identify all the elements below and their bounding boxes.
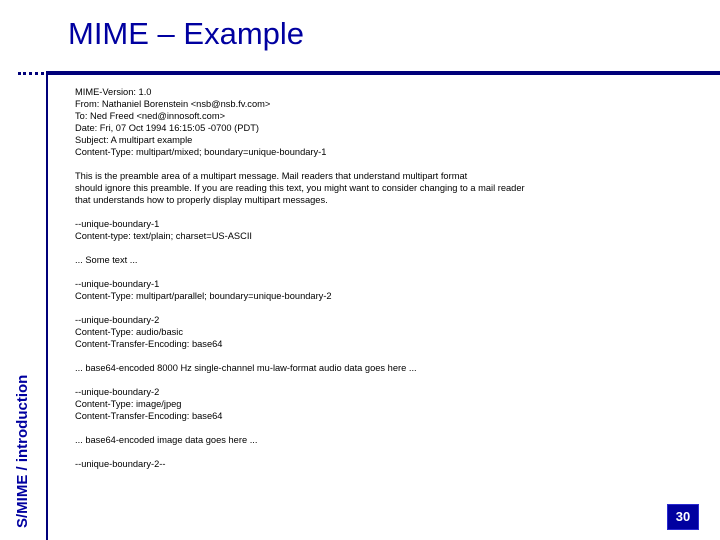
message-line: ... base64-encoded image data goes here ...	[75, 435, 258, 445]
message-line: Content-type: text/plain; charset=US-ASCII	[75, 231, 252, 241]
message-line: From: Nathaniel Borenstein <nsb@nsb.fv.com>	[75, 99, 271, 109]
message-line: that understands how to properly display multipart messages.	[75, 195, 328, 205]
message-paragraph	[75, 458, 675, 470]
message-paragraph	[75, 362, 675, 374]
message-line: --unique-boundary-2	[75, 387, 160, 397]
message-line: Subject: A multipart example	[75, 135, 193, 145]
title-underline	[46, 71, 720, 75]
message-line: MIME-Version: 1.0	[75, 87, 152, 97]
page-number: 30	[675, 509, 691, 524]
message-line: Content-Type: multipart/mixed; boundary=unique-boundary-1	[75, 147, 327, 157]
message-line: ... base64-encoded 8000 Hz single-channel mu-law-format audio data goes here ...	[75, 363, 417, 373]
message-line: --unique-boundary-1	[75, 279, 160, 289]
message-paragraph	[75, 218, 675, 242]
message-line: This is the preamble area of a multipart message. Mail readers that understand multipart format	[75, 171, 468, 181]
message-line: Date: Fri, 07 Oct 1994 16:15:05 -0700 (PDT)	[75, 123, 259, 133]
message-paragraph	[75, 86, 675, 158]
dotted-accent	[18, 72, 44, 75]
message-line: Content-Type: multipart/parallel; boundary=unique-boundary-2	[75, 291, 332, 301]
slide-title: MIME – Example	[68, 16, 305, 51]
message-line: ... Some text ...	[75, 255, 138, 265]
message-line: Content-Type: audio/basic	[75, 327, 184, 337]
message-paragraph	[75, 170, 675, 206]
message-line: Content-Transfer-Encoding: base64	[75, 339, 223, 349]
message-line: --unique-boundary-2--	[75, 459, 166, 469]
side-label: S/MIME / introduction	[14, 374, 31, 528]
message-line: --unique-boundary-2	[75, 315, 160, 325]
left-divider	[46, 75, 48, 540]
message-line: To: Ned Freed <ned@innosoft.com>	[75, 111, 226, 121]
message-line: Content-Transfer-Encoding: base64	[75, 411, 223, 421]
mime-message-body	[75, 86, 675, 482]
message-line: Content-Type: image/jpeg	[75, 399, 182, 409]
message-paragraph	[75, 254, 675, 266]
message-paragraph	[75, 278, 675, 302]
message-paragraph	[75, 386, 675, 422]
message-line: should ignore this preamble. If you are reading this text, you might want to consider changing to a mail reader	[75, 183, 525, 193]
message-line: --unique-boundary-1	[75, 219, 160, 229]
page-number-box	[667, 504, 699, 530]
message-paragraph	[75, 434, 675, 446]
message-paragraph	[75, 314, 675, 350]
